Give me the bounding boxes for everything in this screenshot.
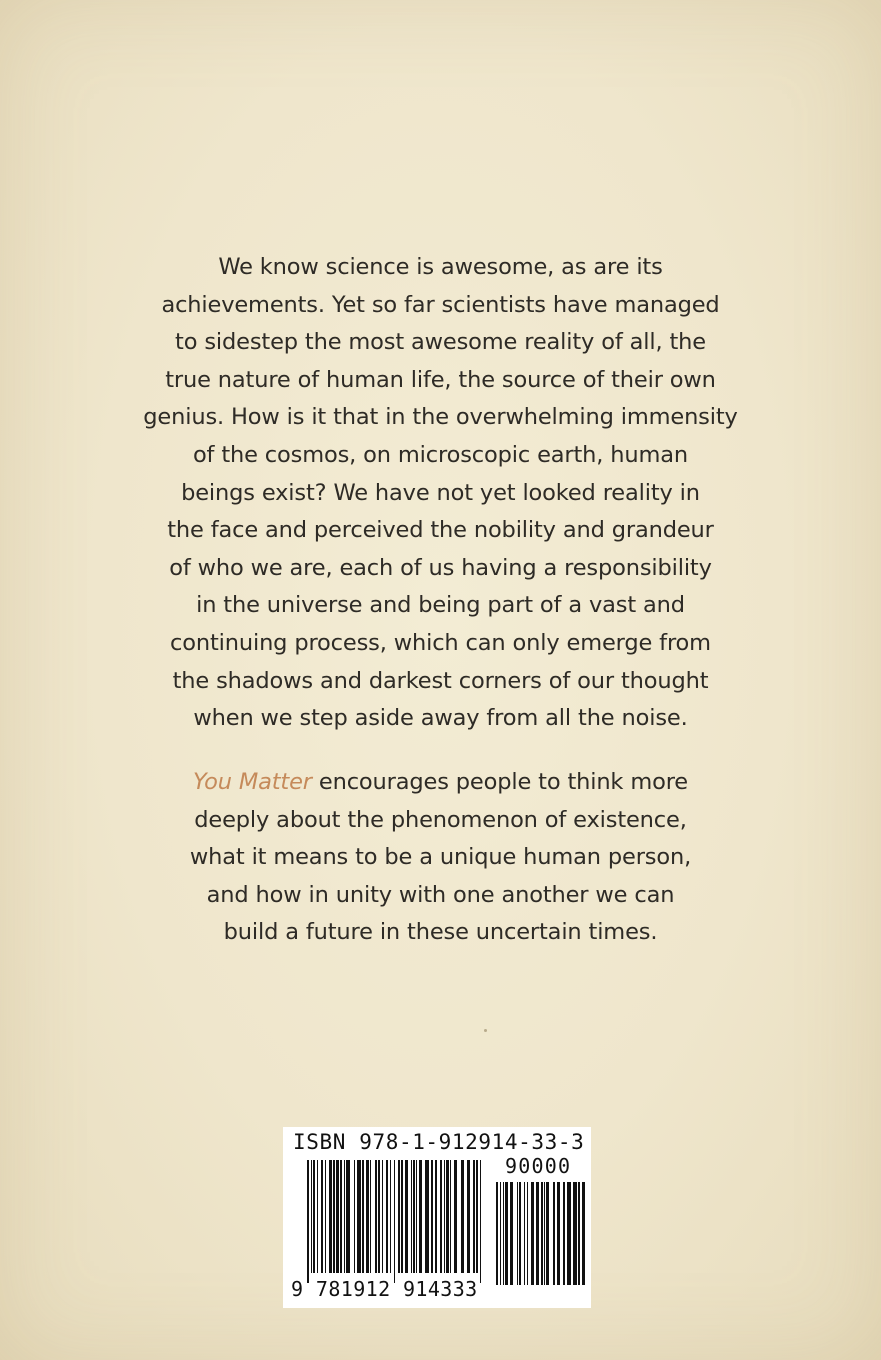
barcode-stripe — [390, 1160, 391, 1273]
barcode-stripe — [496, 1182, 498, 1285]
barcode-stripe — [467, 1160, 470, 1273]
barcode-stripe — [325, 1160, 326, 1273]
barcode-stripe — [375, 1160, 377, 1273]
barcode-stripe — [527, 1182, 528, 1285]
barcode-stripe — [386, 1160, 388, 1273]
paper-speck — [484, 1029, 487, 1032]
barcode-stripe — [416, 1160, 417, 1273]
barcode-stripe — [425, 1160, 429, 1273]
blurb-line — [120, 764, 761, 802]
barcode-stripe — [333, 1160, 335, 1273]
blurb-line: We know science is awesome, as are its — [218, 254, 663, 280]
barcode-stripe — [413, 1160, 415, 1273]
barcode-stripe — [311, 1160, 312, 1273]
barcode-stripe — [419, 1160, 422, 1273]
barcode-stripe — [461, 1160, 464, 1273]
barcode-stripe — [435, 1160, 437, 1273]
isbn-barcode — [283, 1127, 591, 1308]
blurb-paragraph-1 — [120, 249, 761, 738]
blurb-line: when we step aside away from all the noise. — [193, 705, 688, 732]
blurb-line: genius. How is it that in the overwhelming immensity — [143, 404, 738, 431]
blurb-line: in the universe and being part of a vast and — [196, 592, 685, 619]
barcode-stripe — [505, 1182, 508, 1285]
blurb-line: to sidestep the most awesome reality of all, the — [175, 329, 706, 356]
barcode-stripe — [370, 1160, 371, 1273]
barcode-stripe — [517, 1182, 518, 1285]
barcode-stripe — [500, 1182, 501, 1285]
barcode-stripe — [357, 1160, 361, 1273]
barcode-stripe — [354, 1160, 355, 1273]
blurb-line: of who we are, each of us having a responsibility — [169, 554, 712, 581]
barcode-stripe — [313, 1160, 315, 1273]
barcode-stripe — [362, 1160, 364, 1273]
barcode-stripe — [473, 1160, 475, 1273]
barcode-stripe — [382, 1160, 383, 1273]
barcode-stripe — [321, 1160, 323, 1273]
barcode-stripe — [431, 1160, 433, 1273]
barcode-stripe — [557, 1182, 560, 1285]
barcode-stripe — [401, 1160, 403, 1273]
blurb-line: what it means to be a unique human person, — [189, 844, 692, 871]
barcode-stripe — [307, 1160, 309, 1283]
blurb-line: the shadows and darkest corners of our thought — [172, 667, 709, 694]
barcode-stripe — [346, 1160, 350, 1273]
barcode-stripe — [344, 1160, 345, 1273]
barcode-stripe — [544, 1182, 545, 1285]
blurb-line: build a future in these uncertain times. — [223, 919, 658, 946]
barcode-stripe — [476, 1160, 478, 1273]
blurb-line: continuing process, which can only emerge from — [170, 629, 711, 656]
blurb-line: of the cosmos, on microscopic earth, human — [192, 441, 689, 468]
book-title-reference: You Matter — [193, 769, 312, 795]
barcode-stripe — [524, 1182, 525, 1285]
blurb-line: and how in unity with one another we can — [206, 881, 675, 908]
barcode-stripe — [398, 1160, 400, 1273]
barcode-stripe — [336, 1160, 339, 1273]
isbn-label: ISBN 978-1-912914-33-3 — [293, 1130, 585, 1154]
barcode-stripe — [450, 1160, 451, 1273]
barcode-stripe — [567, 1182, 571, 1285]
barcode-stripe — [563, 1182, 565, 1285]
barcode-stripe — [444, 1160, 445, 1273]
barcode-stripe — [578, 1182, 580, 1285]
barcode-digits: 9 781912 914333 — [291, 1277, 478, 1301]
barcode-stripe — [366, 1160, 369, 1273]
barcode-stripe — [536, 1182, 539, 1285]
blurb-line: achievements. Yet so far scientists have managed — [161, 291, 720, 318]
blurb-paragraph-2 — [120, 764, 761, 952]
barcode-stripe — [573, 1182, 577, 1285]
barcode-stripe — [510, 1182, 513, 1285]
blurb-line-rest: encourages people to think more — [311, 769, 688, 795]
barcode-stripe — [378, 1160, 380, 1273]
barcode-stripe — [454, 1160, 457, 1273]
barcode-stripe — [340, 1160, 342, 1273]
barcode-stripe — [503, 1182, 504, 1285]
barcode-stripe — [582, 1182, 585, 1285]
barcode-stripe — [405, 1160, 408, 1273]
price-code: 90000 — [505, 1154, 572, 1178]
barcode-stripe — [411, 1160, 412, 1273]
barcode-stripe — [440, 1160, 442, 1273]
barcode-stripe — [553, 1182, 555, 1285]
barcode-stripe — [541, 1182, 543, 1285]
blurb-line: deeply about the phenomenon of existence, — [194, 806, 687, 833]
barcode-stripe — [394, 1160, 395, 1283]
barcode-stripe — [531, 1182, 534, 1285]
barcode-stripe — [480, 1160, 481, 1283]
blurb-line: beings exist? We have not yet looked reality in — [181, 479, 700, 506]
barcode-stripe — [546, 1182, 549, 1285]
barcode-stripe — [317, 1160, 318, 1273]
barcode-stripe — [446, 1160, 449, 1273]
blurb-line: true nature of human life, the source of their own — [165, 366, 716, 393]
barcode-stripe — [519, 1182, 521, 1285]
barcode-stripe — [329, 1160, 332, 1273]
blurb-line: the face and perceived the nobility and grandeur — [167, 517, 714, 544]
